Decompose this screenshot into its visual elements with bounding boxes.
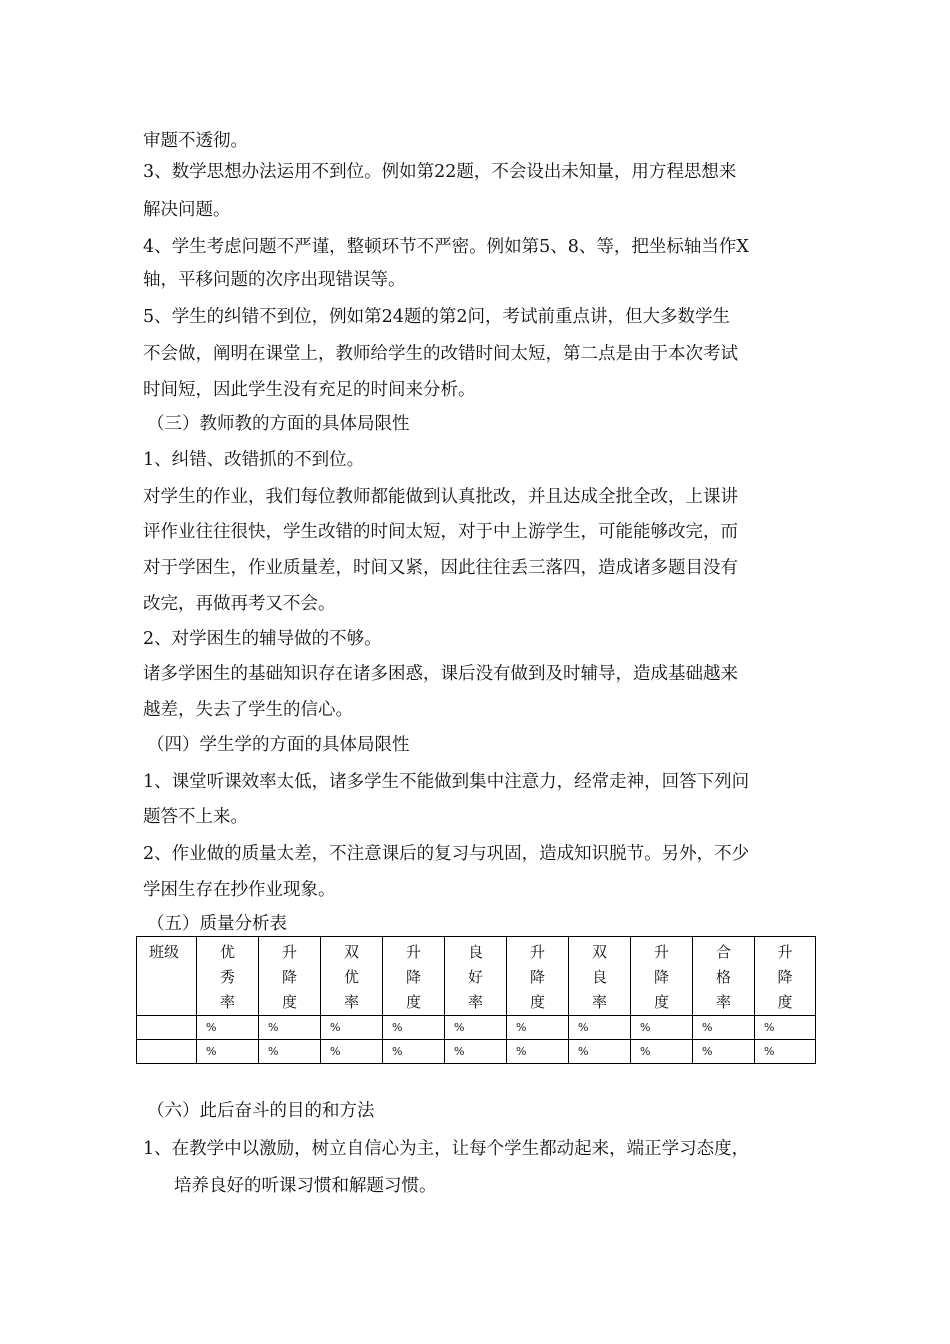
table-cell: % [259, 1040, 321, 1064]
paragraph-line: 题答不上来。 [143, 807, 248, 827]
paragraph-line: 越差，失去了学生的信心。 [143, 700, 353, 720]
paragraph-line: 诸多学困生的基础知识存在诸多困惑，课后没有做到及时辅导，造成基础越来 [143, 664, 738, 684]
paragraph-line: 培养良好的听课习惯和解题习惯。 [174, 1176, 437, 1196]
table-cell: % [321, 1016, 383, 1040]
section-heading: （六）此后奋斗的目的和方法 [147, 1101, 375, 1121]
table-cell: % [693, 1040, 755, 1064]
paragraph-line: 1、在教学中以激励，树立自信心为主，让每个学生都动起来，端正学习态度， [143, 1139, 750, 1159]
table-row [137, 1016, 816, 1040]
table-header-row [137, 937, 816, 1016]
paragraph-line: 5、学生的纠错不到位，例如第24题的第2问，考试前重点讲，但大多数学生 [143, 307, 731, 327]
table-cell [137, 1016, 197, 1040]
table-cell: % [383, 1016, 445, 1040]
header-cell: 升降度 [259, 937, 321, 1016]
table-cell: % [507, 1040, 569, 1064]
table-cell: % [197, 1016, 259, 1040]
table-cell: % [693, 1016, 755, 1040]
table-cell: % [569, 1016, 631, 1040]
table-row [137, 1040, 816, 1064]
table-cell [137, 1040, 197, 1064]
table-cell: % [569, 1040, 631, 1064]
paragraph-line: 轴，平移问题的次序出现错误等。 [143, 270, 406, 290]
paragraph-line: 解决问题。 [143, 200, 231, 220]
table-cell: % [197, 1040, 259, 1064]
paragraph-line: 4、学生考虑问题不严谨，整顿环节不严密。例如第5、8、等，把坐标轴当作X [143, 237, 749, 257]
paragraph-line: 审题不透彻。 [143, 131, 248, 151]
table-cell: % [383, 1040, 445, 1064]
header-cell: 升降度 [631, 937, 693, 1016]
header-cell: 升降度 [755, 937, 816, 1016]
header-cell: 升降度 [507, 937, 569, 1016]
paragraph-line: 时间短，因此学生没有充足的时间来分析。 [143, 380, 476, 400]
paragraph-line: 对于学困生，作业质量差，时间又紧，因此往往丢三落四，造成诸多题目没有 [143, 558, 738, 578]
header-cell: 班级 [137, 937, 197, 1016]
paragraph-line: 1、纠错、改错抓的不到位。 [143, 450, 365, 470]
section-heading: （五）质量分析表 [147, 914, 287, 934]
header-cell: 合格率 [693, 937, 755, 1016]
section-heading: （三）教师教的方面的具体局限性 [147, 414, 410, 434]
header-cell: 双优率 [321, 937, 383, 1016]
paragraph-line: 评作业往往很快，学生改错的时间太短，对于中上游学生，可能能够改完，而 [143, 522, 738, 542]
table-cell: % [445, 1016, 507, 1040]
table-cell: % [755, 1016, 816, 1040]
table-cell: % [631, 1016, 693, 1040]
table-cell: % [445, 1040, 507, 1064]
table-cell: % [259, 1016, 321, 1040]
header-cell: 良好率 [445, 937, 507, 1016]
table-cell: % [631, 1040, 693, 1064]
paragraph-line: 不会做，阐明在课堂上，教师给学生的改错时间太短，第二点是由于本次考试 [143, 344, 738, 364]
table-cell: % [321, 1040, 383, 1064]
paragraph-line: 1、课堂听课效率太低，诸多学生不能做到集中注意力，经常走神，回答下列问 [143, 772, 750, 792]
section-heading: （四）学生学的方面的具体局限性 [147, 735, 410, 755]
paragraph-line: 2、对学困生的辅导做的不够。 [143, 629, 382, 649]
paragraph-line: 改完，再做再考又不会。 [143, 594, 336, 614]
paragraph-line: 对学生的作业，我们每位教师都能做到认真批改，并且达成全批全改，上课讲 [143, 487, 738, 507]
table-cell: % [755, 1040, 816, 1064]
header-cell: 双良率 [569, 937, 631, 1016]
quality-analysis-table [136, 936, 816, 1064]
table-cell: % [507, 1016, 569, 1040]
paragraph-line: 3、数学思想办法运用不到位。例如第22题，不会设出未知量，用方程思想来 [143, 162, 737, 182]
paragraph-line: 学困生存在抄作业现象。 [143, 880, 336, 900]
paragraph-line: 2、作业做的质量太差，不注意课后的复习与巩固，造成知识脱节。另外，不少 [143, 844, 750, 864]
header-cell: 升降度 [383, 937, 445, 1016]
header-cell: 优秀率 [197, 937, 259, 1016]
